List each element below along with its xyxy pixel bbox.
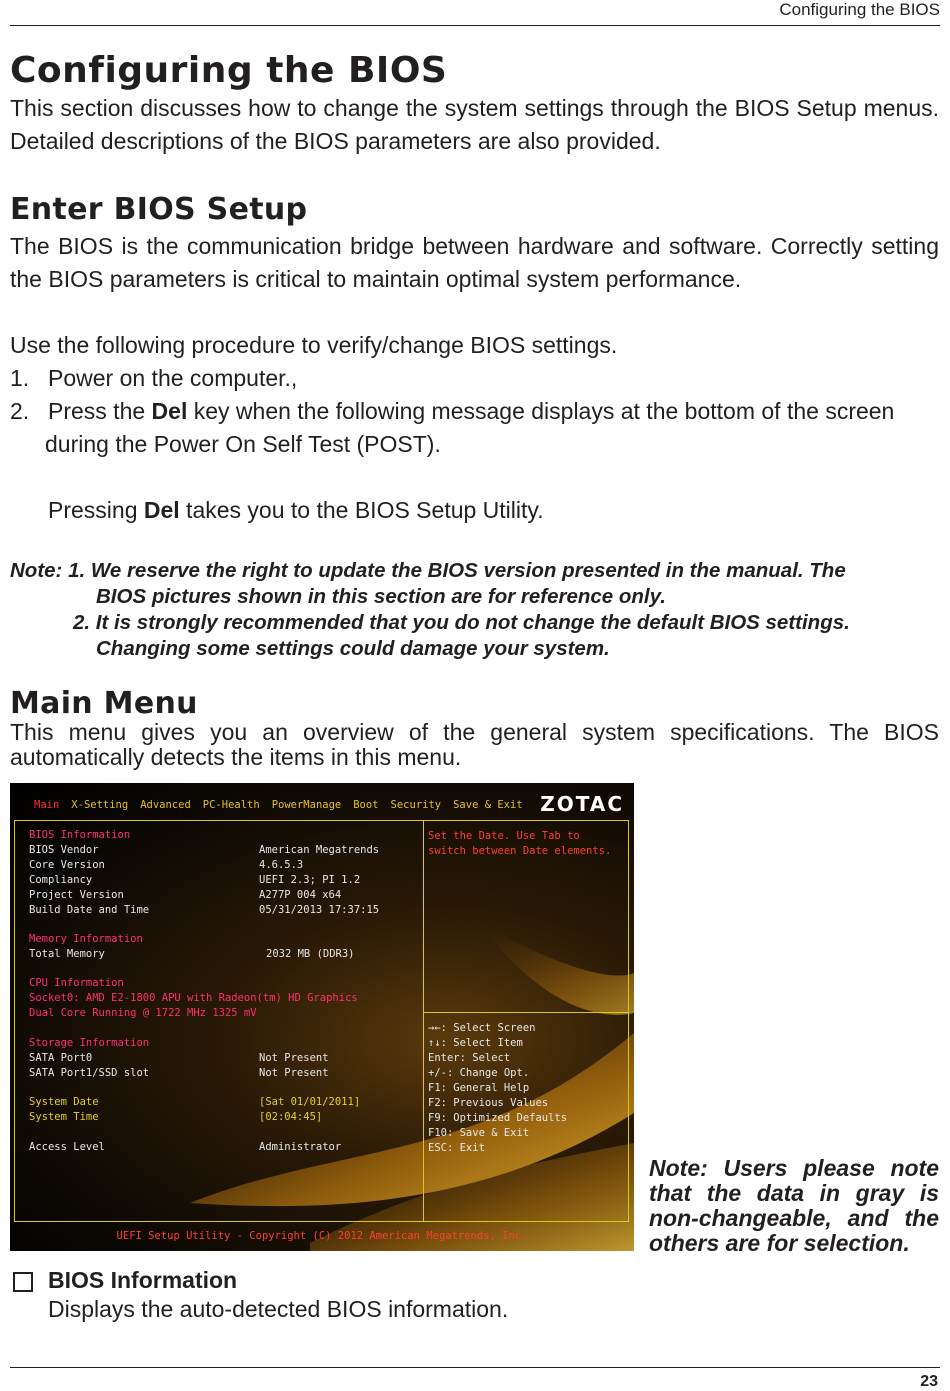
main-menu-paragraph: This menu gives you an overview of the general system specifications. The BIOS automatically detects the items in this menu. (10, 719, 939, 770)
key-select-screen: →←: Select Screen (428, 1022, 536, 1034)
pressing-key: Del (143, 497, 180, 523)
enter-bios-heading: Enter BIOS Setup (10, 192, 308, 227)
bios-help-line-1: Set the Date. Use Tab to (428, 830, 580, 842)
build-date-value: 05/31/2013 17:37:15 (259, 904, 380, 916)
step-2 (10, 395, 894, 428)
main-menu-heading: Main Menu (10, 686, 198, 721)
checkbox-icon (13, 1272, 33, 1292)
sata-port1-value: Not Present (259, 1067, 329, 1079)
note-line-1: Note: 1. We reserve the right to update the BIOS version presented in the manual. The (10, 559, 846, 582)
compliancy-label: Compliancy (29, 874, 93, 886)
bios-tab-boot[interactable]: Boot (353, 799, 379, 811)
access-level-value: Administrator (259, 1141, 342, 1153)
bios-tab-security[interactable]: Security (390, 799, 442, 811)
key-previous-values: F2: Previous Values (428, 1097, 549, 1109)
bios-information-description: Displays the auto-detected BIOS information. (48, 1296, 509, 1322)
system-time-value[interactable]: [02:04:45] (259, 1111, 323, 1123)
pressing-post: takes you to the BIOS Setup Utility. (179, 497, 544, 523)
note-line-2: BIOS pictures shown in this section are for reference only. (96, 585, 666, 608)
running-header: Configuring the BIOS (779, 0, 940, 19)
note-line-4: Changing some settings could damage your system. (96, 637, 610, 660)
step-2-post: key when the following message displays at the bottom of the screen (187, 398, 895, 424)
bios-footer: UEFI Setup Utility - Copyright (C) 2012 American Megatrends, Inc. (116, 1230, 528, 1242)
compliancy-value: UEFI 2.3; PI 1.2 (259, 874, 361, 886)
project-version-label: Project Version (29, 889, 124, 901)
note-line-3: 2. It is strongly recommended that you do not change the default BIOS settings. (73, 611, 850, 634)
step-2-continuation: during the Power On Self Test (POST). (45, 431, 441, 457)
bios-screenshot (10, 783, 634, 1251)
bios-vendor-value: American Megatrends (259, 844, 380, 856)
cpu-running: Dual Core Running @ 1722 MHz 1325 mV (29, 1007, 257, 1019)
key-enter-select: Enter: Select (428, 1052, 511, 1064)
sata-port0-label: SATA Port0 (29, 1052, 93, 1064)
zotac-logo: ZOTAC (540, 792, 624, 816)
bios-menu-bar (34, 799, 523, 811)
step-2-key: Del (151, 398, 188, 424)
header-rule (10, 25, 940, 26)
bios-key-legend (428, 1021, 567, 1156)
step-1-text: Power on the computer., (48, 365, 298, 391)
pressing-del-line (48, 494, 544, 527)
key-change-opt: +/-: Change Opt. (428, 1067, 530, 1079)
page-title: Configuring the BIOS (10, 50, 448, 91)
bios-vendor-label: BIOS Vendor (29, 844, 99, 856)
procedure-intro: Use the following procedure to verify/change BIOS settings. (10, 332, 618, 358)
bios-tab-x-setting[interactable]: X-Setting (71, 799, 129, 811)
sata-port0-value: Not Present (259, 1052, 329, 1064)
cpu-info-section: CPU Information (29, 977, 124, 989)
footer-rule (10, 1367, 940, 1368)
storage-info-section: Storage Information (29, 1037, 150, 1049)
bios-help-divider (423, 1012, 629, 1013)
bios-tab-powermanage[interactable]: PowerManage (271, 799, 342, 811)
step-1-number: 1. (10, 365, 30, 391)
sata-port1-label: SATA Port1/SSD slot (29, 1067, 150, 1079)
bios-panel-divider (423, 820, 424, 1222)
total-memory-value: 2032 MB (DDR3) (266, 948, 355, 960)
project-version-value: A277P 004 x64 (259, 889, 342, 901)
key-general-help: F1: General Help (428, 1082, 530, 1094)
key-esc-exit: ESC: Exit (428, 1142, 485, 1154)
core-version-label: Core Version (29, 859, 105, 871)
step-2-number: 2. (10, 398, 30, 424)
total-memory-label: Total Memory (29, 948, 105, 960)
bios-tab-main[interactable]: Main (34, 799, 60, 811)
enter-bios-paragraph: The BIOS is the communication bridge between hardware and software. Correctly setting the BIOS parameters is critical to maintain optimal system performance. (10, 233, 939, 292)
system-date-value[interactable]: [Sat 01/01/2011] (259, 1096, 361, 1108)
bios-help-line-2: switch between Date elements. (428, 845, 612, 857)
cpu-socket: Socket0: AMD E2-1800 APU with Radeon(tm) HD Graphics (29, 992, 358, 1004)
system-time-label[interactable]: System Time (29, 1111, 99, 1123)
step-1 (10, 362, 297, 395)
core-version-value: 4.6.5.3 (259, 859, 304, 871)
access-level-label: Access Level (29, 1141, 105, 1153)
note-block (10, 558, 850, 662)
page-number: 23 (920, 1373, 938, 1390)
bios-information-title: BIOS Information (48, 1267, 238, 1293)
side-note: Note: Users please note that the data in gray is non-changeable, and the others are for selection. (649, 1155, 939, 1256)
key-select-item: ↑↓: Select Item (428, 1037, 523, 1049)
intro-paragraph: This section discusses how to change the system settings through the BIOS Setup menus. Detailed descriptions of the BIOS parameters are also provided. (10, 95, 939, 154)
build-date-label: Build Date and Time (29, 904, 150, 916)
step-2-pre: Press the (48, 398, 152, 424)
bios-tab-pc-health[interactable]: PC-Health (202, 799, 260, 811)
bios-tab-advanced[interactable]: Advanced (140, 799, 191, 811)
system-date-label[interactable]: System Date (29, 1096, 99, 1108)
key-optimized-defaults: F9: Optimized Defaults (428, 1112, 568, 1124)
memory-info-section: Memory Information (29, 933, 143, 945)
bios-info-section: BIOS Information (29, 829, 131, 841)
key-save-exit: F10: Save & Exit (428, 1127, 530, 1139)
bios-help-text (428, 829, 611, 859)
bios-tab-save-exit[interactable]: Save & Exit (453, 799, 523, 811)
pressing-pre: Pressing (48, 497, 144, 523)
